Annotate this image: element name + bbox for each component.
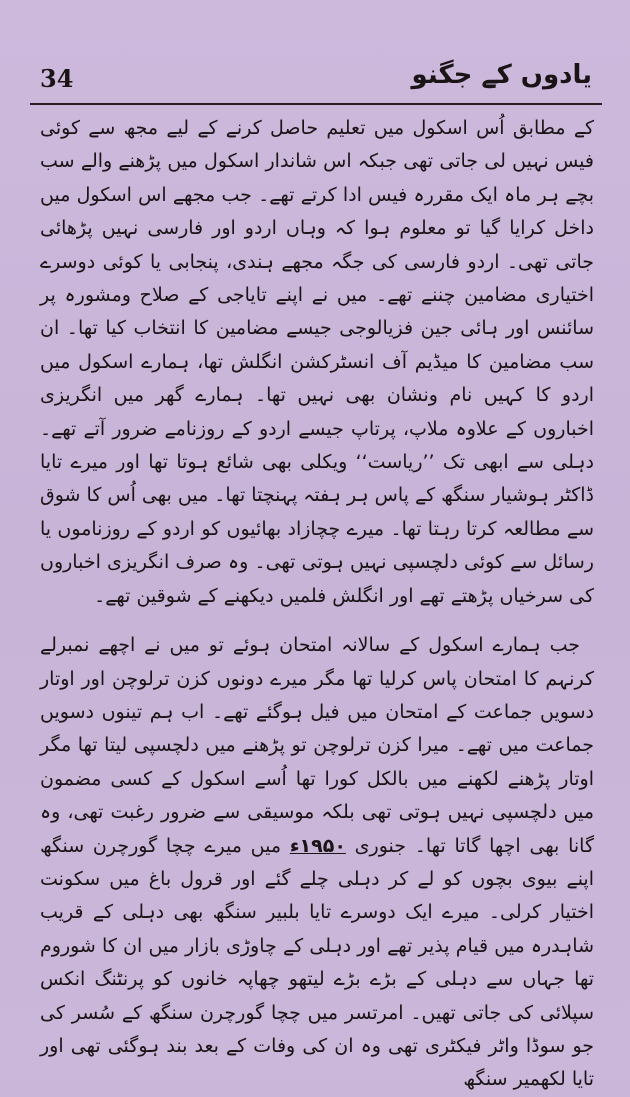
paragraph-2 xyxy=(40,629,594,1097)
paragraph-2-continuation: میں میرے چچا گورچرن سنگھ اپنے بیوی بچوں کو لے کر دہلی چلے گئے اور قرول باغ میں سکونت اختیار کرلی۔ میرے ایک دوسرے تایا بلبیر سنگھ بھی دہلی کے قریب شاہدرہ میں قیام پذیر تھے اور دہلی کے چاوڑی بازار میں ان کا شوروم تھا جہاں سے دہلی کے بڑے بڑے لیتھو چھاپہ خانوں کو پرنٹنگ انکس سپلائی کی جاتی تھیں۔ امرتسر میں چچا گورچرن سنگھ کے سُسر کی جو سوڈا واٹر فیکٹری تھی وہ ان کی وفات کے بعد بند ہوگئی تھی اور تایا لکھمیر سنگھ xyxy=(40,834,594,1091)
paragraph-1: کے مطابق اُس اسکول میں تعلیم حاصل کرنے کے لیے مجھ سے کوئی فیس نہیں لی جاتی تھی جبکہ اس شاندار اسکول میں پڑھنے والے سب بچے ہر ماہ ایک مقررہ فیس ادا کرتے تھے۔ جب مجھے اس اسکول میں داخل کرایا گیا تو معلوم ہوا کہ وہاں اردو اور فارسی نہیں پڑھائی جاتی تھی۔ اردو فارسی کی جگہ مجھے ہندی، پنجابی یا کوئی دوسرے اختیاری مضامین چننے تھے۔ میں نے اپنے تایاجی کے صلاح ومشورہ پر سائنس اور ہائی جین فزیالوجی جیسے مضامین کا انتخاب کیا تھا۔ ان سب مضامین کا میڈیم آف انسٹرکشن انگلش تھا، ہمارے اسکول میں اردو کا کہیں نام ونشان بھی نہیں تھا۔ ہمارے گھر میں انگریزی اخباروں کے علاوہ ملاپ، پرتاپ جیسے اردو کے روزنامے ضرور آتے تھے۔ دہلی سے ابھی تک ’’ریاست‘‘ ویکلی بھی شائع ہوتا تھا اور میرے تایا ڈاکٹر ہوشیار سنگھ کے پاس ہر ہفتہ پہنچتا تھا۔ میں بھی اُس کا شوق سے مطالعہ کرتا رہتا تھا۔ میرے چچازاد بھائیوں کو اردو کے روزناموں یا رسائل سے کوئی دلچسپی نہیں ہوتی تھی۔ وہ صرف انگریزی اخباروں کی سرخیاں پڑھتے تھے اور انگلش فلمیں دیکھنے کے شوقین تھے۔ xyxy=(40,117,594,607)
running-title: یادوں کے جگنو xyxy=(411,60,592,90)
page-header xyxy=(30,60,600,100)
body-text xyxy=(40,112,594,1097)
year-1950: ۱۹۵۰ء xyxy=(289,834,346,857)
header-rule xyxy=(30,103,602,105)
page-number: 34 xyxy=(40,64,74,93)
paragraph-2-text: جب ہمارے اسکول کے سالانہ امتحان ہوئے تو میں نے اچھے نمبرلے کرنہم کا امتحان پاس کرلیا تھا مگر میرے دونوں کزن ترلوچن اور اوتار دسویں جماعت کے امتحان میں فیل ہوگئے تھے۔ اب ہم تینوں دسویں جماعت میں تھے۔ میرا کزن ترلوچن تو پڑھنے میں دلچسپی لیتا تھا مگر اوتار پڑھنے لکھنے میں بالکل کورا تھا اُسے اسکول کے کسی مضمون میں دلچسپی نہیں ہوتی تھی بلکہ موسیقی سے ضرور رغبت تھی، وہ گانا بھی اچھا گاتا تھا۔ جنوری xyxy=(40,634,594,857)
